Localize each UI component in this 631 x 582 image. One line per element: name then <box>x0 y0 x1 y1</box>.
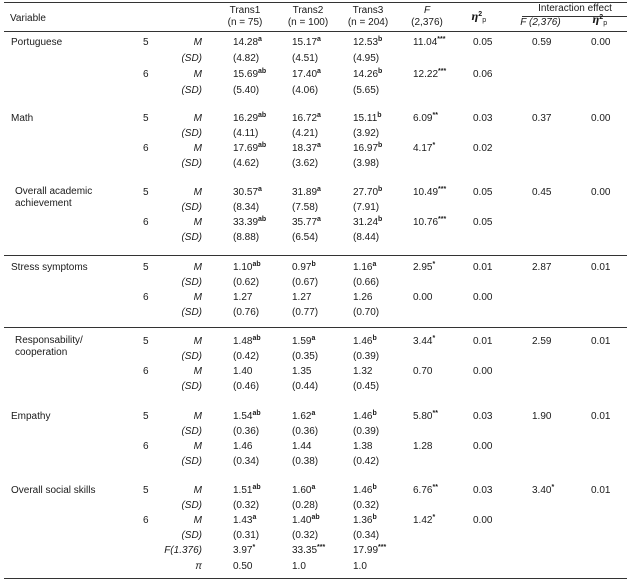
grade: 6 <box>143 366 149 377</box>
trans1-value: 3.97* <box>233 544 256 556</box>
row-label-cont: cooperation <box>15 347 68 358</box>
f-value: 10.76*** <box>413 216 447 228</box>
trans2-value: 1.44 <box>292 441 312 452</box>
row-label: Portuguese <box>11 37 63 48</box>
rule-stress <box>4 327 627 328</box>
eta-value: 0.02 <box>473 143 493 154</box>
interaction-f-value: 0.37 <box>532 113 552 124</box>
trans2-value: 1.0 <box>292 561 306 572</box>
trans3-value: (7.91) <box>353 202 380 213</box>
trans3-value: 1.36$^b$ <box>353 514 377 526</box>
f-value: 2.95* <box>413 261 436 273</box>
row-label: Empathy <box>11 411 51 422</box>
row-label-cont: achievement <box>15 198 72 209</box>
stat-label: M <box>193 69 202 80</box>
stat-label: M <box>193 217 202 228</box>
trans2-value: 1.59$^a$ <box>292 335 316 347</box>
stat-label: (SD) <box>181 128 202 139</box>
eta-value: 0.01 <box>473 262 493 273</box>
trans2-value: (4.51) <box>292 53 319 64</box>
trans3-value: 1.26 <box>353 292 373 303</box>
trans1-value: (0.31) <box>233 530 260 541</box>
trans2-value: 1.62$^a$ <box>292 410 316 422</box>
trans3-value: (0.34) <box>353 530 380 541</box>
grade: 6 <box>143 217 149 228</box>
trans3-value: (0.32) <box>353 500 380 511</box>
interaction-f-value: 1.90 <box>532 411 552 422</box>
stat-label: (SD) <box>181 426 202 437</box>
grade: 5 <box>143 113 149 124</box>
trans1-value: 1.27 <box>233 292 253 303</box>
interaction-f-value: 0.45 <box>532 187 552 198</box>
trans1-value: 14.28$^a$ <box>233 36 262 48</box>
header-trans3: Trans3 <box>352 5 384 16</box>
grade: 5 <box>143 262 149 273</box>
trans2-value: 16.72$^a$ <box>292 112 321 124</box>
trans1-value: 1.54$^{ab}$ <box>233 410 261 422</box>
trans1-value: (0.46) <box>233 381 260 392</box>
f-value: 5.80** <box>413 410 438 422</box>
trans2-value: (0.67) <box>292 277 319 288</box>
stat-label: (SD) <box>181 53 202 64</box>
eta-value: 0.06 <box>473 69 493 80</box>
trans2-value: (4.21) <box>292 128 319 139</box>
trans1-value: 30.57$^a$ <box>233 186 262 198</box>
trans2-value: 1.27 <box>292 292 312 303</box>
trans2-value: (0.35) <box>292 351 319 362</box>
trans3-value: 14.26$^b$ <box>353 68 383 80</box>
trans2-value: (0.36) <box>292 426 319 437</box>
header-eta: $\eta^2_p$ <box>471 11 487 24</box>
header-interaction: Interaction effect <box>538 3 612 14</box>
trans1-value: 0.50 <box>233 561 253 572</box>
stat-label: (SD) <box>181 85 202 96</box>
trans3-value: (8.44) <box>353 232 380 243</box>
trans3-value: (5.65) <box>353 85 380 96</box>
eta-value: 0.00 <box>473 292 493 303</box>
trans1-value: (0.32) <box>233 500 260 511</box>
trans2-value: 31.89$^a$ <box>292 186 321 198</box>
interaction-f-value: 2.87 <box>532 262 552 273</box>
header-int-f: F (2,376) <box>520 17 561 28</box>
trans2-value: 0.97$^b$ <box>292 261 316 273</box>
grade: 6 <box>143 69 149 80</box>
grade: 6 <box>143 441 149 452</box>
trans1-value: 17.69$^{ab}$ <box>233 142 267 154</box>
rule-header <box>4 31 627 32</box>
trans2-value: 33.35*** <box>292 544 326 556</box>
interaction-eta-value: 0.01 <box>591 485 611 496</box>
trans3-value: (0.66) <box>353 277 380 288</box>
stat-label: M <box>193 515 202 526</box>
header-f: F <box>423 5 431 16</box>
stat-label: F(1.376) <box>164 545 202 556</box>
f-value: 3.44* <box>413 335 436 347</box>
trans1-value: (0.36) <box>233 426 260 437</box>
trans1-value: (0.34) <box>233 456 260 467</box>
stat-label: M <box>193 292 202 303</box>
trans2-value: (4.06) <box>292 85 319 96</box>
f-value: 1.42* <box>413 514 436 526</box>
trans3-value: 1.0 <box>353 561 367 572</box>
trans2-value: 35.77$^a$ <box>292 216 321 228</box>
stat-label: (SD) <box>181 158 202 169</box>
f-value: 12.22*** <box>413 68 447 80</box>
f-value: 6.09** <box>413 112 438 124</box>
stat-label: (SD) <box>181 232 202 243</box>
stat-label: M <box>193 336 202 347</box>
grade: 6 <box>143 143 149 154</box>
grade: 5 <box>143 411 149 422</box>
trans3-value: (0.45) <box>353 381 380 392</box>
stat-label: M <box>193 113 202 124</box>
trans1-value: (8.88) <box>233 232 260 243</box>
trans3-value: 1.32 <box>353 366 373 377</box>
trans2-value: (6.54) <box>292 232 319 243</box>
trans3-value: 1.16$^a$ <box>353 261 377 273</box>
stat-label: π <box>195 561 202 572</box>
grade: 5 <box>143 485 149 496</box>
eta-value: 0.05 <box>473 187 493 198</box>
f-value: 11.04*** <box>413 36 446 48</box>
trans1-value: (0.76) <box>233 307 260 318</box>
trans1-value: (8.34) <box>233 202 260 213</box>
row-label: Overall academic <box>15 186 93 197</box>
trans2-value: 1.60$^a$ <box>292 484 316 496</box>
interaction-f-value: 2.59 <box>532 336 552 347</box>
trans1-value: 16.29$^{ab}$ <box>233 112 267 124</box>
trans2-value: (3.62) <box>292 158 319 169</box>
trans2-value: (7.58) <box>292 202 319 213</box>
trans2-value: 17.40$^a$ <box>292 68 321 80</box>
trans1-value: 1.48$^{ab}$ <box>233 335 261 347</box>
stat-label: (SD) <box>181 500 202 511</box>
grade: 5 <box>143 37 149 48</box>
trans1-value: 1.43$^a$ <box>233 514 257 526</box>
header-trans3-n: (n = 204) <box>347 17 389 28</box>
row-label: Responsability/ <box>15 335 83 346</box>
stat-label: M <box>193 187 202 198</box>
trans1-value: (0.62) <box>233 277 260 288</box>
f-value: 0.70 <box>413 366 433 377</box>
f-value: 1.28 <box>413 441 433 452</box>
rule-top <box>4 2 627 3</box>
stat-label: M <box>193 485 202 496</box>
trans1-value: (4.82) <box>233 53 260 64</box>
trans3-value: 12.53$^b$ <box>353 36 383 48</box>
trans3-value: 31.24$^b$ <box>353 216 383 228</box>
header-variable: Variable <box>10 13 46 24</box>
interaction-f-value: 3.40* <box>532 484 555 496</box>
trans1-value: (4.11) <box>233 128 259 139</box>
stat-label: (SD) <box>181 456 202 467</box>
trans2-value: 1.40$^{ab}$ <box>292 514 320 526</box>
header-trans2-n: (n = 100) <box>287 17 329 28</box>
eta-value: 0.00 <box>473 515 493 526</box>
trans3-value: 15.11$^b$ <box>353 112 382 124</box>
trans1-value: 1.51$^{ab}$ <box>233 484 261 496</box>
interaction-eta-value: 0.01 <box>591 336 611 347</box>
trans3-value: (0.42) <box>353 456 380 467</box>
stat-label: (SD) <box>181 530 202 541</box>
stat-label: (SD) <box>181 202 202 213</box>
row-label: Stress symptoms <box>11 262 88 273</box>
trans2-value: (0.32) <box>292 530 319 541</box>
trans3-value: 1.46$^b$ <box>353 484 377 496</box>
trans3-value: (0.70) <box>353 307 380 318</box>
grade: 5 <box>143 187 149 198</box>
header-trans1-n: (n = 75) <box>227 17 263 28</box>
eta-value: 0.01 <box>473 336 493 347</box>
interaction-eta-value: 0.01 <box>591 411 611 422</box>
eta-value: 0.03 <box>473 113 493 124</box>
interaction-eta-value: 0.01 <box>591 262 611 273</box>
trans3-value: (0.39) <box>353 426 380 437</box>
grade: 6 <box>143 515 149 526</box>
trans1-value: 33.39$^{ab}$ <box>233 216 267 228</box>
stat-label: M <box>193 366 202 377</box>
trans3-value: (0.39) <box>353 351 380 362</box>
trans1-value: (5.40) <box>233 85 260 96</box>
trans1-value: (0.42) <box>233 351 260 362</box>
trans3-value: (3.98) <box>353 158 380 169</box>
header-f-df: (2,376) <box>411 17 443 28</box>
trans2-value: 1.35 <box>292 366 312 377</box>
row-label: Math <box>11 113 34 124</box>
trans1-value: 1.10$^{ab}$ <box>233 261 261 273</box>
trans1-value: 15.69$^{ab}$ <box>233 68 267 80</box>
header-trans1: Trans1 <box>229 5 261 16</box>
f-value: 10.49*** <box>413 186 447 198</box>
grade: 5 <box>143 336 149 347</box>
stat-label: (SD) <box>181 277 202 288</box>
eta-value: 0.00 <box>473 441 493 452</box>
eta-value: 0.03 <box>473 411 493 422</box>
trans3-value: (3.92) <box>353 128 380 139</box>
rule-academic <box>4 255 627 256</box>
eta-value: 0.00 <box>473 366 493 377</box>
trans3-value: 1.46$^b$ <box>353 410 377 422</box>
trans2-value: (0.77) <box>292 307 319 318</box>
stat-label: M <box>193 441 202 452</box>
trans3-value: (4.95) <box>353 53 380 64</box>
stat-label: (SD) <box>181 381 202 392</box>
stat-label: M <box>193 262 202 273</box>
trans1-value: 1.40 <box>233 366 253 377</box>
stat-label: M <box>193 143 202 154</box>
stat-label: (SD) <box>181 351 202 362</box>
header-trans2: Trans2 <box>292 5 324 16</box>
stat-label: M <box>193 411 202 422</box>
rule-bottom <box>4 578 627 579</box>
grade: 6 <box>143 292 149 303</box>
interaction-f-value: 0.59 <box>532 37 552 48</box>
trans3-value: 16.97$^b$ <box>353 142 383 154</box>
interaction-eta-value: 0.00 <box>591 187 611 198</box>
stat-label: (SD) <box>181 307 202 318</box>
f-value: 0.00 <box>413 292 433 303</box>
interaction-eta-value: 0.00 <box>591 113 611 124</box>
trans2-value: (0.28) <box>292 500 319 511</box>
trans3-value: 1.38 <box>353 441 373 452</box>
stat-label: M <box>193 37 202 48</box>
trans2-value: (0.44) <box>292 381 319 392</box>
interaction-eta-value: 0.00 <box>591 37 611 48</box>
trans2-value: 18.37$^a$ <box>292 142 321 154</box>
trans2-value: (0.38) <box>292 456 319 467</box>
trans3-value: 1.46$^b$ <box>353 335 377 347</box>
trans1-value: (4.62) <box>233 158 260 169</box>
header-int-eta: $\eta^2_p$ <box>592 14 608 27</box>
trans2-value: 15.17$^a$ <box>292 36 321 48</box>
trans1-value: 1.46 <box>233 441 253 452</box>
eta-value: 0.03 <box>473 485 493 496</box>
f-value: 6.76** <box>413 484 438 496</box>
eta-value: 0.05 <box>473 217 493 228</box>
f-value: 4.17* <box>413 142 436 154</box>
trans3-value: 27.70$^b$ <box>353 186 383 198</box>
eta-value: 0.05 <box>473 37 493 48</box>
row-label: Overall social skills <box>11 485 96 496</box>
trans3-value: 17.99*** <box>353 544 387 556</box>
